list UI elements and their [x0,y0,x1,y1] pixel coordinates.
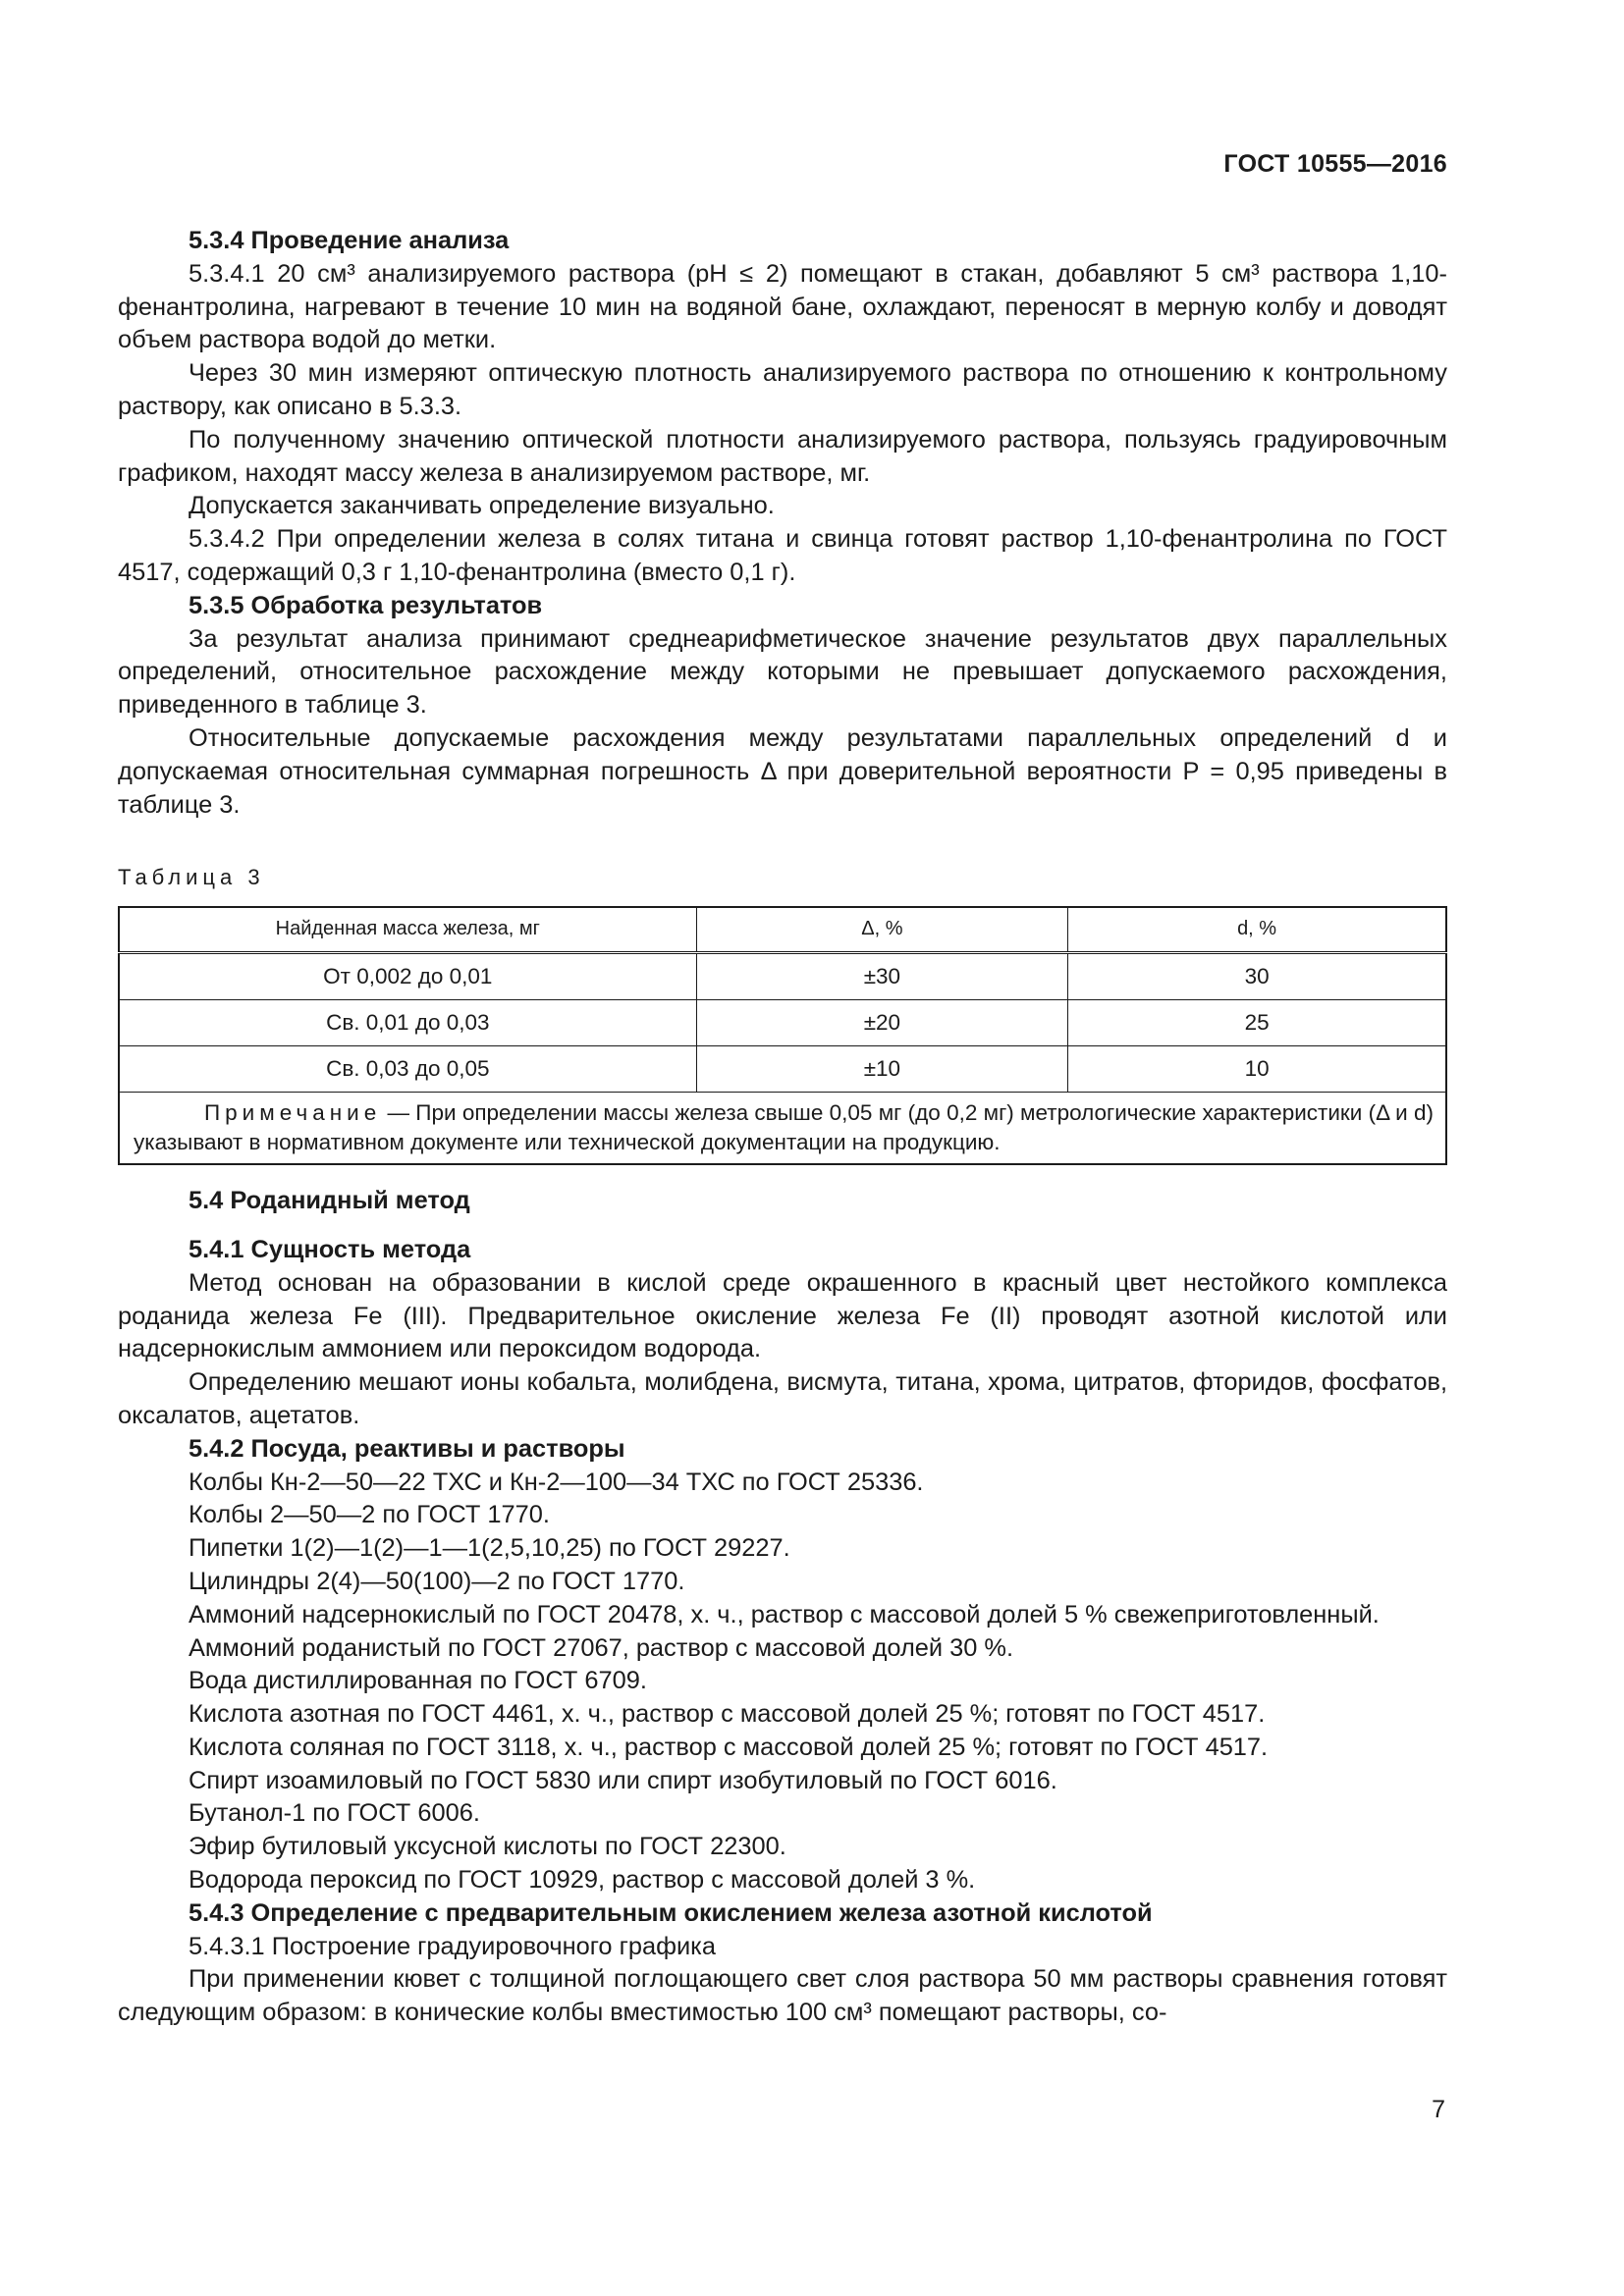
paragraph: Кислота азотная по ГОСТ 4461, х. ч., раствор с массовой долей 25 %; готовят по ГОСТ 4517. [189,1700,1266,1729]
table-header-mass: Найденная масса железа, мг [119,907,696,953]
paragraph: Пипетки 1(2)—1(2)—1—1(2,5,10,25) по ГОСТ 29227. [189,1534,790,1563]
paragraph: По полученному значению оптической плотности анализируемого раствора, пользуясь градуировочным графиком, находят массу железа в анализируемом растворе, мг. [118,425,1447,487]
paragraph: Через 30 мин измеряют оптическую плотность анализируемого раствора по отношению к контрольному раствору, как описано в 5.3.3. [118,359,1447,420]
table-cell: Св. 0,01 до 0,03 [119,1000,696,1046]
paragraph: 5.3.4.2 При определении железа в солях титана и свинца готовят раствор 1,10-фенантролина по ГОСТ 4517, содержащий 0,3 г 1,10-фенантролина (вместо 0,1 г). [118,525,1447,586]
paragraph: Относительные допускаемые расхождения между результатами параллельных определений d и допускаемая относительная суммарная погрешность Δ при доверительной вероятности P = 0,95 приведены в таблице 3. [118,723,1447,819]
paragraph: Допускается заканчивать определение визуально. [189,492,775,520]
table-header-delta: Δ, % [696,907,1068,953]
paragraph: Определению мешают ионы кобальта, молибдена, висмута, титана, хрома, цитратов, фторидов, фосфатов, оксалатов, ацетатов. [118,1368,1447,1429]
paragraph: Водорода пероксид по ГОСТ 10929, раствор с массовой долей 3 %. [189,1866,976,1895]
paragraph: Бутанол-1 по ГОСТ 6006. [189,1799,480,1828]
page-content [118,225,1447,2030]
table-caption: Таблица 3 [118,865,265,890]
section-5-4-body [118,1185,1447,2030]
paragraph: 5.3.4.1 20 см³ анализируемого раствора (pH ≤ 2) помещают в стакан, добавляют 5 см³ раствора 1,10-фенантролина, нагревают в течение 10 мин на водяной бане, охлаждают, переносят в мерную колбу и доводят объем раствора водой до метки. [118,259,1447,354]
table-row [119,953,1446,1000]
table-row [119,1000,1446,1046]
table-cell: ±10 [696,1046,1068,1093]
section-heading: 5.4.2 Посуда, реактивы и растворы [189,1434,625,1463]
section-heading: 5.4.1 Сущность метода [189,1235,471,1263]
paragraph: Аммоний надсернокислый по ГОСТ 20478, х. ч., раствор с массовой долей 5 % свежеприготовленный. [189,1600,1380,1629]
note-text: — При определении массы железа свыше 0,05 мг (до 0,2 мг) метрологические характеристики (Δ и d) указывают в нормативном документе или технической документации на продукцию. [134,1100,1434,1155]
section-heading: 5.4 Роданидный метод [189,1187,470,1215]
paragraph: 5.4.3.1 Построение градуировочного графика [189,1932,716,1960]
page-number: 7 [1432,2096,1445,2123]
section-heading: 5.4.3 Определение с предварительным окислением железа азотной кислотой [189,1898,1153,1927]
table-cell: Св. 0,03 до 0,05 [119,1046,696,1093]
table-header-d: d, % [1068,907,1446,953]
table-3 [118,906,1447,1165]
section-heading: 5.3.5 Обработка результатов [189,591,543,619]
table-cell: ±20 [696,1000,1068,1046]
paragraph: Спирт изоамиловый по ГОСТ 5830 или спирт изобутиловый по ГОСТ 6016. [189,1766,1057,1794]
paragraph: Метод основан на образовании в кислой среде окрашенного в красный цвет нестойкого комплекса роданида железа Fe (III). Предварительное окисление железа Fe (II) проводят азотной кислотой или надсернокислым аммонием или пероксидом водорода. [118,1268,1447,1363]
paragraph: Вода дистиллированная по ГОСТ 6709. [189,1667,647,1695]
table-cell: 30 [1068,953,1446,1000]
table-cell: ±30 [696,953,1068,1000]
table-note-row [119,1093,1446,1165]
table-cell: От 0,002 до 0,01 [119,953,696,1000]
table-row [119,1046,1446,1093]
standard-header: ГОСТ 10555—2016 [1223,150,1447,178]
section-heading: 5.3.4 Проведение анализа [189,227,510,254]
paragraph: Цилиндры 2(4)—50(100)—2 по ГОСТ 1770. [189,1567,685,1595]
note-label: Примечание [204,1100,382,1126]
table-cell: 25 [1068,1000,1446,1046]
paragraph: Аммоний роданистый по ГОСТ 27067, раствор с массовой долей 30 %. [189,1633,1014,1662]
table-note [119,1093,1446,1165]
paragraph: За результат анализа принимают среднеарифметическое значение результатов двух параллельных определений, относительное расхождение между которыми не превышает допускаемого расхождения, приведенного в таблице 3. [118,624,1447,720]
paragraph: Колбы 2—50—2 по ГОСТ 1770. [189,1501,550,1529]
table-cell: 10 [1068,1046,1446,1093]
paragraph: Эфир бутиловый уксусной кислоты по ГОСТ 22300. [189,1833,786,1861]
section-5-3-body [118,225,1447,822]
paragraph: При применении кювет с толщиной поглощающего свет слоя раствора 50 мм растворы сравнения готовят следующим образом: в конические колбы вместимостью 100 см³ помещают растворы, со- [118,1965,1447,2027]
paragraph: Кислота соляная по ГОСТ 3118, х. ч., раствор с массовой долей 25 %; готовят по ГОСТ 4517. [189,1733,1269,1761]
paragraph: Колбы Кн-2—50—22 ТХС и Кн-2—100—34 ТХС по ГОСТ 25336. [189,1468,924,1496]
table-header-row [119,907,1446,953]
